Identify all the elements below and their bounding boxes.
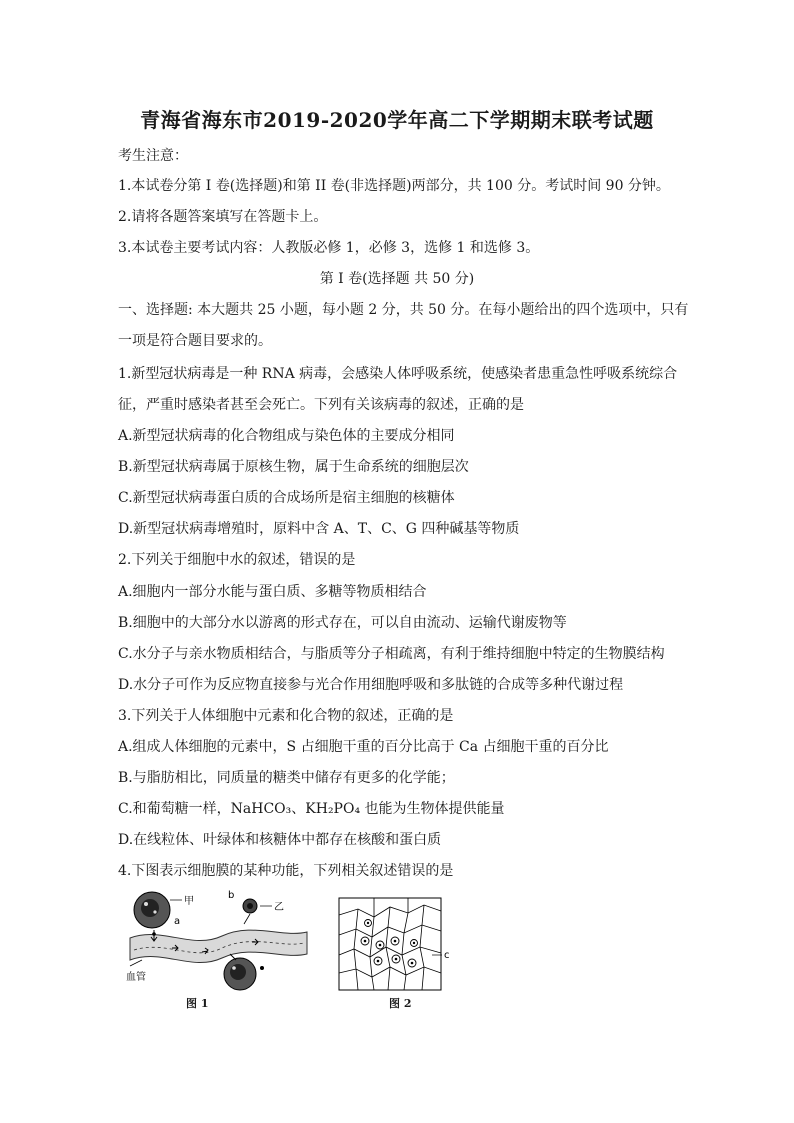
question-stem: 征，严重时感染者甚至会死亡。下列有关该病毒的叙述，正确的是	[118, 397, 524, 413]
figure-2-label-c: c	[444, 950, 450, 961]
question-option: B.新型冠状病毒属于原核生物，属于生命系统的细胞层次	[118, 459, 469, 475]
figure-1-label-jia: 甲	[184, 896, 194, 907]
question-stem: 1.新型冠状病毒是一种 RNA 病毒，会感染人体呼吸系统，使感染者患重急性呼吸系统综合	[118, 366, 678, 382]
notice-item: 3.本试卷主要考试内容：人教版必修 1，必修 3，选修 1 和选修 3。	[118, 240, 540, 256]
page-title: 青海省海东市2019-2020学年高二下学期期末联考试题	[140, 108, 654, 132]
question-option: C.和葡萄糖一样，NaHCO₃、KH₂PO₄ 也能为生物体提供能量	[118, 801, 505, 817]
question-stem: 4.下图表示细胞膜的某种功能，下列相关叙述错误的是	[118, 863, 454, 879]
notice-item: 2.请将各题答案填写在答题卡上。	[118, 209, 328, 225]
question-stem: 2.下列关于细胞中水的叙述，错误的是	[118, 552, 356, 568]
figure-1-label-vessel: 血管	[126, 972, 146, 983]
notice-heading: 考生注意：	[118, 148, 188, 164]
question-option: D.水分子可作为反应物直接参与光合作用细胞呼吸和多肽链的合成等多种代谢过程	[118, 677, 624, 693]
question-option: A.组成人体细胞的元素中，S 占细胞干重的百分比高于 Ca 占细胞干重的百分比	[118, 739, 609, 755]
figure-1-label-b: b	[228, 890, 235, 901]
question-option: C.水分子与亲水物质相结合，与脂质等分子相疏离，有利于维持细胞中特定的生物膜结构	[118, 646, 665, 662]
figure-2-illustration	[338, 897, 458, 993]
question-option: D.新型冠状病毒增殖时，原料中含 A、T、C、G 四种碱基等物质	[118, 521, 520, 537]
figure-1-caption: 图 1	[186, 997, 209, 1010]
question-option: A.细胞内一部分水能与蛋白质、多糖等物质相结合	[118, 584, 427, 600]
figure-1-illustration	[122, 888, 312, 993]
question-option: C.新型冠状病毒蛋白质的合成场所是宿主细胞的核糖体	[118, 490, 455, 506]
question-stem: 3.下列关于人体细胞中元素和化合物的叙述，正确的是	[118, 708, 454, 724]
question-option: B.与脂肪相比，同质量的糖类中储存有更多的化学能；	[118, 770, 455, 786]
section-intro: 一、选择题: 本大题共 25 小题，每小题 2 分，共 50 分。在每小题给出的四个选项中，只有	[118, 302, 689, 318]
question-option: A.新型冠状病毒的化合物组成与染色体的主要成分相同	[118, 428, 455, 444]
question-option: B.细胞中的大部分水以游离的形式存在，可以自由流动、运输代谢废物等	[118, 615, 567, 631]
part-heading: 第 I 卷(选择题 共 50 分)	[319, 271, 475, 287]
figure-1-label-yi: 乙	[274, 902, 284, 913]
question-option: D.在线粒体、叶绿体和核糖体中都存在核酸和蛋白质	[118, 832, 442, 848]
figure-2-caption: 图 2	[389, 997, 412, 1010]
section-intro: 一项是符合题目要求的。	[118, 333, 272, 349]
figure-1-label-a: a	[174, 916, 181, 927]
notice-item: 1.本试卷分第 I 卷(选择题)和第 II 卷(非选择题)两部分，共 100 分。考试时间 90 分钟。	[118, 178, 670, 194]
